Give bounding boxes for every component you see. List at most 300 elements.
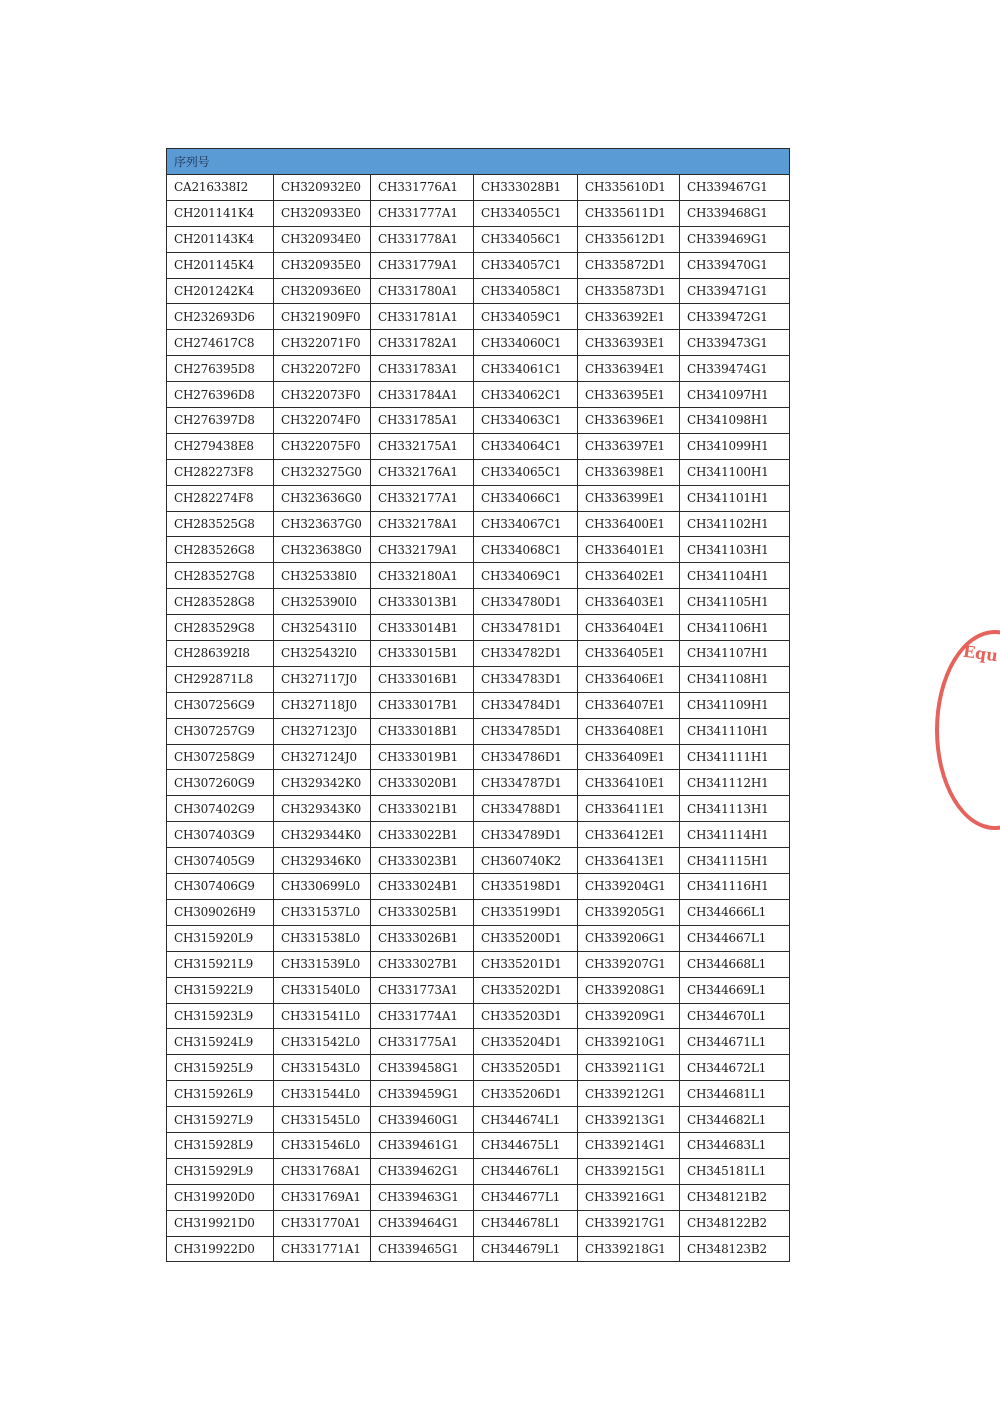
table-row (167, 330, 790, 356)
table-row (167, 511, 790, 537)
serial-number-cell: CH331544L0 (274, 1081, 371, 1107)
serial-number-cell: CH334786D1 (474, 744, 578, 770)
serial-number-cell: CH336403E1 (578, 589, 680, 615)
serial-number-cell: CH341099H1 (680, 433, 790, 459)
serial-number-cell: CH334067C1 (474, 511, 578, 537)
serial-number-cell: CH307403G9 (167, 822, 274, 848)
serial-number-cell: CH333024B1 (371, 874, 474, 900)
serial-number-cell: CH331782A1 (371, 330, 474, 356)
serial-number-cell: CH336394E1 (578, 356, 680, 382)
serial-number-cell: CH339205G1 (578, 899, 680, 925)
table-row (167, 226, 790, 252)
serial-number-cell: CH335200D1 (474, 925, 578, 951)
serial-number-cell: CH334068C1 (474, 537, 578, 563)
serial-number-table (166, 148, 790, 1262)
serial-number-cell: CH335612D1 (578, 226, 680, 252)
serial-number-cell: CH331774A1 (371, 1003, 474, 1029)
serial-number-cell: CH333017B1 (371, 692, 474, 718)
serial-number-cell: CH339217G1 (578, 1210, 680, 1236)
serial-number-cell: CH335203D1 (474, 1003, 578, 1029)
serial-number-cell: CH339463G1 (371, 1184, 474, 1210)
serial-number-cell: CH325338I0 (274, 563, 371, 589)
serial-number-cell: CH330699L0 (274, 874, 371, 900)
serial-number-cell: CH344669L1 (680, 977, 790, 1003)
serial-number-cell: CH344678L1 (474, 1210, 578, 1236)
table-row (167, 692, 790, 718)
table-row (167, 485, 790, 511)
serial-number-cell: CH315929L9 (167, 1158, 274, 1184)
serial-number-cell: CH336399E1 (578, 485, 680, 511)
serial-number-cell: CH334785D1 (474, 718, 578, 744)
table-row (167, 278, 790, 304)
serial-number-cell: CH335198D1 (474, 874, 578, 900)
serial-number-cell: CH334781D1 (474, 615, 578, 641)
serial-number-cell: CH325432I0 (274, 641, 371, 667)
serial-number-cell: CH341100H1 (680, 459, 790, 485)
serial-number-cell: CH319921D0 (167, 1210, 274, 1236)
serial-number-cell: CH341113H1 (680, 796, 790, 822)
serial-number-cell: CH339212G1 (578, 1081, 680, 1107)
table-row (167, 874, 790, 900)
serial-number-cell: CH322074F0 (274, 408, 371, 434)
serial-number-cell: CH201143K4 (167, 226, 274, 252)
table-row (167, 744, 790, 770)
serial-number-cell: CH276397D8 (167, 408, 274, 434)
serial-number-cell: CH322075F0 (274, 433, 371, 459)
serial-number-cell: CH339467G1 (680, 175, 790, 201)
serial-number-cell: CH331779A1 (371, 252, 474, 278)
serial-number-cell: CH329346K0 (274, 848, 371, 874)
serial-number-cell: CH331771A1 (274, 1236, 371, 1262)
table-row (167, 925, 790, 951)
serial-number-cell: CH331768A1 (274, 1158, 371, 1184)
serial-number-cell: CH334788D1 (474, 796, 578, 822)
serial-number-cell: CH331543L0 (274, 1055, 371, 1081)
serial-number-cell: CH323275G0 (274, 459, 371, 485)
serial-number-cell: CH323637G0 (274, 511, 371, 537)
serial-number-cell: CH339218G1 (578, 1236, 680, 1262)
serial-number-cell: CH276396D8 (167, 382, 274, 408)
serial-number-cell: CH336393E1 (578, 330, 680, 356)
serial-number-cell: CH344668L1 (680, 951, 790, 977)
serial-number-cell: CH334066C1 (474, 485, 578, 511)
serial-number-cell: CH344681L1 (680, 1081, 790, 1107)
serial-number-cell: CH334062C1 (474, 382, 578, 408)
serial-number-cell: CH333021B1 (371, 796, 474, 822)
serial-number-cell: CH282274F8 (167, 485, 274, 511)
serial-number-cell: CH292871L8 (167, 666, 274, 692)
serial-number-cell: CH283526G8 (167, 537, 274, 563)
serial-number-cell: CH333013B1 (371, 589, 474, 615)
serial-number-cell: CH334064C1 (474, 433, 578, 459)
serial-number-cell: CH334058C1 (474, 278, 578, 304)
table-row (167, 589, 790, 615)
serial-number-cell: CH282273F8 (167, 459, 274, 485)
serial-number-cell: CH331769A1 (274, 1184, 371, 1210)
serial-number-cell: CH339206G1 (578, 925, 680, 951)
table-row (167, 770, 790, 796)
serial-number-cell: CH322073F0 (274, 382, 371, 408)
serial-number-cell: CH336395E1 (578, 382, 680, 408)
serial-number-cell: CH336406E1 (578, 666, 680, 692)
serial-number-cell: CH334065C1 (474, 459, 578, 485)
serial-number-cell: CH339213G1 (578, 1107, 680, 1133)
serial-number-cell: CH333028B1 (474, 175, 578, 201)
serial-number-cell: CH307260G9 (167, 770, 274, 796)
serial-number-cell: CH322071F0 (274, 330, 371, 356)
table-row (167, 899, 790, 925)
serial-number-cell: CH331539L0 (274, 951, 371, 977)
serial-number-cell: CH333020B1 (371, 770, 474, 796)
serial-number-cell: CH331542L0 (274, 1029, 371, 1055)
serial-number-cell: CH283529G8 (167, 615, 274, 641)
table-row (167, 252, 790, 278)
table-row (167, 718, 790, 744)
serial-number-cell: CH201242K4 (167, 278, 274, 304)
serial-number-cell: CH323636G0 (274, 485, 371, 511)
serial-number-cell: CH339459G1 (371, 1081, 474, 1107)
serial-number-cell: CH334783D1 (474, 666, 578, 692)
serial-number-cell: CH331784A1 (371, 382, 474, 408)
serial-number-cell: CH334787D1 (474, 770, 578, 796)
serial-number-cell: CH331770A1 (274, 1210, 371, 1236)
serial-number-cell: CH344666L1 (680, 899, 790, 925)
serial-number-cell: CH333022B1 (371, 822, 474, 848)
table-row (167, 433, 790, 459)
serial-number-cell: CH331540L0 (274, 977, 371, 1003)
serial-number-cell: CH334059C1 (474, 304, 578, 330)
serial-number-cell: CH341109H1 (680, 692, 790, 718)
serial-number-cell: CH307257G9 (167, 718, 274, 744)
serial-number-cell: CH333015B1 (371, 641, 474, 667)
serial-number-cell: CH339474G1 (680, 356, 790, 382)
serial-number-cell: CH334056C1 (474, 226, 578, 252)
serial-number-cell: CH341106H1 (680, 615, 790, 641)
serial-number-cell: CH331777A1 (371, 200, 474, 226)
serial-number-cell: CH334789D1 (474, 822, 578, 848)
serial-number-cell: CH315927L9 (167, 1107, 274, 1133)
table-row (167, 796, 790, 822)
serial-number-cell: CH348122B2 (680, 1210, 790, 1236)
serial-number-cell: CH341115H1 (680, 848, 790, 874)
serial-number-cell: CH315920L9 (167, 925, 274, 951)
serial-number-cell: CH327117J0 (274, 666, 371, 692)
serial-number-cell: CH335872D1 (578, 252, 680, 278)
serial-number-cell: CH344672L1 (680, 1055, 790, 1081)
serial-number-cell: CH307258G9 (167, 744, 274, 770)
table-row (167, 537, 790, 563)
serial-number-cell: CH339464G1 (371, 1210, 474, 1236)
serial-number-cell: CH333025B1 (371, 899, 474, 925)
serial-number-cell: CH319922D0 (167, 1236, 274, 1262)
serial-number-cell: CH339209G1 (578, 1003, 680, 1029)
serial-number-cell: CH339211G1 (578, 1055, 680, 1081)
serial-number-cell: CH332179A1 (371, 537, 474, 563)
table-row (167, 1236, 790, 1262)
serial-number-cell: CH335610D1 (578, 175, 680, 201)
serial-number-cell: CH333023B1 (371, 848, 474, 874)
serial-number-cell: CH335201D1 (474, 951, 578, 977)
serial-number-cell: CH327124J0 (274, 744, 371, 770)
serial-number-cell: CH344675L1 (474, 1132, 578, 1158)
table-body (167, 175, 790, 1262)
serial-number-cell: CH341103H1 (680, 537, 790, 563)
serial-number-cell: CH339458G1 (371, 1055, 474, 1081)
table-row (167, 356, 790, 382)
serial-number-cell: CH341105H1 (680, 589, 790, 615)
serial-number-cell: CH341104H1 (680, 563, 790, 589)
serial-number-cell: CH329342K0 (274, 770, 371, 796)
serial-number-cell: CH336410E1 (578, 770, 680, 796)
table-row (167, 1132, 790, 1158)
serial-number-cell: CH331773A1 (371, 977, 474, 1003)
serial-number-cell: CH320934E0 (274, 226, 371, 252)
serial-number-cell: CH336412E1 (578, 822, 680, 848)
serial-number-cell: CH341114H1 (680, 822, 790, 848)
serial-number-cell: CH283527G8 (167, 563, 274, 589)
serial-number-cell: CH331785A1 (371, 408, 474, 434)
serial-number-cell: CH339215G1 (578, 1158, 680, 1184)
table-row (167, 615, 790, 641)
serial-number-cell: CH348123B2 (680, 1236, 790, 1262)
serial-number-cell: CH307406G9 (167, 874, 274, 900)
serial-number-cell: CH344682L1 (680, 1107, 790, 1133)
table-row (167, 951, 790, 977)
serial-number-cell: CH336397E1 (578, 433, 680, 459)
table-row (167, 1081, 790, 1107)
serial-number-cell: CH344670L1 (680, 1003, 790, 1029)
serial-number-cell: CH341111H1 (680, 744, 790, 770)
serial-number-cell: CH339461G1 (371, 1132, 474, 1158)
serial-number-cell: CH320933E0 (274, 200, 371, 226)
serial-number-cell: CH320936E0 (274, 278, 371, 304)
serial-number-cell: CH344667L1 (680, 925, 790, 951)
serial-number-cell: CH334782D1 (474, 641, 578, 667)
table-row (167, 1055, 790, 1081)
serial-number-cell: CH336407E1 (578, 692, 680, 718)
serial-number-cell: CH344676L1 (474, 1158, 578, 1184)
serial-number-cell: CH336402E1 (578, 563, 680, 589)
serial-number-cell: CH336404E1 (578, 615, 680, 641)
serial-number-cell: CH322072F0 (274, 356, 371, 382)
serial-number-cell: CH333016B1 (371, 666, 474, 692)
serial-number-cell: CH320935E0 (274, 252, 371, 278)
serial-number-cell: CH327118J0 (274, 692, 371, 718)
serial-number-cell: CH309026H9 (167, 899, 274, 925)
serial-number-cell: CH315923L9 (167, 1003, 274, 1029)
serial-number-cell: CH339204G1 (578, 874, 680, 900)
table-row (167, 1210, 790, 1236)
serial-number-cell: CH341098H1 (680, 408, 790, 434)
serial-number-cell: CH344671L1 (680, 1029, 790, 1055)
table-row (167, 459, 790, 485)
serial-number-cell: CH307405G9 (167, 848, 274, 874)
serial-number-cell: CH333027B1 (371, 951, 474, 977)
serial-number-cell: CH336392E1 (578, 304, 680, 330)
serial-number-cell: CH331775A1 (371, 1029, 474, 1055)
serial-number-cell: CH336400E1 (578, 511, 680, 537)
serial-number-cell: CH339214G1 (578, 1132, 680, 1158)
serial-number-cell: CH336413E1 (578, 848, 680, 874)
serial-number-cell: CH327123J0 (274, 718, 371, 744)
table-row (167, 641, 790, 667)
serial-number-cell: CH341112H1 (680, 770, 790, 796)
serial-number-cell: CH341101H1 (680, 485, 790, 511)
serial-number-cell: CH331541L0 (274, 1003, 371, 1029)
table-row (167, 408, 790, 434)
serial-number-cell: CH315921L9 (167, 951, 274, 977)
serial-number-cell: CH307402G9 (167, 796, 274, 822)
serial-number-cell: CH341108H1 (680, 666, 790, 692)
stamp-lettering: Equ (961, 641, 1000, 666)
serial-number-cell: CH315924L9 (167, 1029, 274, 1055)
serial-number-cell: CH331776A1 (371, 175, 474, 201)
serial-number-cell: CH274617C8 (167, 330, 274, 356)
serial-number-cell: CH332178A1 (371, 511, 474, 537)
serial-number-cell: CH333019B1 (371, 744, 474, 770)
serial-number-cell: CH331537L0 (274, 899, 371, 925)
serial-number-cell: CH348121B2 (680, 1184, 790, 1210)
table-row (167, 563, 790, 589)
serial-number-cell: CH332175A1 (371, 433, 474, 459)
serial-number-cell: CH333026B1 (371, 925, 474, 951)
serial-number-cell: CH339473G1 (680, 330, 790, 356)
serial-number-cell: CH336401E1 (578, 537, 680, 563)
table-row (167, 1107, 790, 1133)
serial-number-cell: CH332177A1 (371, 485, 474, 511)
serial-number-cell: CH331545L0 (274, 1107, 371, 1133)
serial-number-cell: CH344679L1 (474, 1236, 578, 1262)
table-row (167, 977, 790, 1003)
serial-number-cell: CH335611D1 (578, 200, 680, 226)
serial-number-cell: CH339207G1 (578, 951, 680, 977)
serial-number-cell: CH344677L1 (474, 1184, 578, 1210)
serial-number-cell: CH325431I0 (274, 615, 371, 641)
serial-number-cell: CH341116H1 (680, 874, 790, 900)
serial-number-cell: CH334784D1 (474, 692, 578, 718)
serial-number-cell: CH279438E8 (167, 433, 274, 459)
serial-number-cell: CH323638G0 (274, 537, 371, 563)
table-row (167, 382, 790, 408)
table-row (167, 175, 790, 201)
table-row (167, 1184, 790, 1210)
table-row (167, 1003, 790, 1029)
table-row (167, 1029, 790, 1055)
serial-number-cell: CH333018B1 (371, 718, 474, 744)
serial-number-cell: CH339210G1 (578, 1029, 680, 1055)
serial-number-cell: CH320932E0 (274, 175, 371, 201)
table-row (167, 304, 790, 330)
serial-number-cell: CH339208G1 (578, 977, 680, 1003)
serial-number-cell: CH307256G9 (167, 692, 274, 718)
serial-number-cell: CH333014B1 (371, 615, 474, 641)
serial-number-cell: CH341097H1 (680, 382, 790, 408)
serial-number-cell: CH334069C1 (474, 563, 578, 589)
serial-number-cell: CH276395D8 (167, 356, 274, 382)
serial-number-header: 序列号 (167, 149, 790, 175)
company-seal-stamp (935, 630, 1000, 830)
serial-number-cell: CH334057C1 (474, 252, 578, 278)
serial-number-cell: CH201141K4 (167, 200, 274, 226)
serial-number-cell: CH315928L9 (167, 1132, 274, 1158)
serial-number-cell: CA216338I2 (167, 175, 274, 201)
serial-number-cell: CH341102H1 (680, 511, 790, 537)
serial-number-cell: CH344674L1 (474, 1107, 578, 1133)
serial-number-cell: CH325390I0 (274, 589, 371, 615)
serial-number-cell: CH335873D1 (578, 278, 680, 304)
table-row (167, 1158, 790, 1184)
serial-number-cell: CH336405E1 (578, 641, 680, 667)
serial-number-cell: CH341107H1 (680, 641, 790, 667)
serial-number-cell: CH283525G8 (167, 511, 274, 537)
serial-number-cell: CH339468G1 (680, 200, 790, 226)
serial-number-cell: CH283528G8 (167, 589, 274, 615)
serial-number-cell: CH339462G1 (371, 1158, 474, 1184)
serial-number-cell: CH339216G1 (578, 1184, 680, 1210)
serial-number-cell: CH339460G1 (371, 1107, 474, 1133)
serial-number-cell: CH335202D1 (474, 977, 578, 1003)
serial-number-cell: CH331778A1 (371, 226, 474, 252)
serial-number-cell: CH336409E1 (578, 744, 680, 770)
serial-number-cell: CH201145K4 (167, 252, 274, 278)
serial-number-cell: CH331781A1 (371, 304, 474, 330)
serial-number-cell: CH335205D1 (474, 1055, 578, 1081)
serial-number-cell: CH344683L1 (680, 1132, 790, 1158)
table-row (167, 666, 790, 692)
serial-number-cell: CH334063C1 (474, 408, 578, 434)
serial-number-cell: CH336398E1 (578, 459, 680, 485)
table-row (167, 822, 790, 848)
serial-number-cell: CH335199D1 (474, 899, 578, 925)
table-header-row (167, 149, 790, 175)
serial-number-cell: CH339469G1 (680, 226, 790, 252)
serial-number-cell: CH319920D0 (167, 1184, 274, 1210)
serial-number-cell: CH336408E1 (578, 718, 680, 744)
serial-number-cell: CH341110H1 (680, 718, 790, 744)
table-row (167, 200, 790, 226)
serial-number-cell: CH286392I8 (167, 641, 274, 667)
serial-number-cell: CH335206D1 (474, 1081, 578, 1107)
serial-number-cell: CH339472G1 (680, 304, 790, 330)
serial-number-cell: CH315925L9 (167, 1055, 274, 1081)
serial-number-cell: CH334780D1 (474, 589, 578, 615)
serial-number-cell: CH315922L9 (167, 977, 274, 1003)
serial-number-cell: CH336396E1 (578, 408, 680, 434)
serial-number-cell: CH315926L9 (167, 1081, 274, 1107)
serial-number-cell: CH345181L1 (680, 1158, 790, 1184)
serial-number-cell: CH232693D6 (167, 304, 274, 330)
serial-number-cell: CH321909F0 (274, 304, 371, 330)
serial-number-cell: CH334061C1 (474, 356, 578, 382)
serial-number-cell: CH339470G1 (680, 252, 790, 278)
serial-number-cell: CH331546L0 (274, 1132, 371, 1158)
table-row (167, 848, 790, 874)
serial-number-cell: CH335204D1 (474, 1029, 578, 1055)
serial-number-cell: CH336411E1 (578, 796, 680, 822)
serial-number-cell: CH329344K0 (274, 822, 371, 848)
serial-number-cell: CH334055C1 (474, 200, 578, 226)
serial-number-cell: CH339471G1 (680, 278, 790, 304)
serial-number-cell: CH332180A1 (371, 563, 474, 589)
serial-number-cell: CH331780A1 (371, 278, 474, 304)
serial-number-cell: CH360740K2 (474, 848, 578, 874)
serial-number-cell: CH332176A1 (371, 459, 474, 485)
serial-number-cell: CH334060C1 (474, 330, 578, 356)
serial-number-cell: CH331538L0 (274, 925, 371, 951)
serial-number-cell: CH331783A1 (371, 356, 474, 382)
serial-number-cell: CH329343K0 (274, 796, 371, 822)
serial-number-cell: CH339465G1 (371, 1236, 474, 1262)
